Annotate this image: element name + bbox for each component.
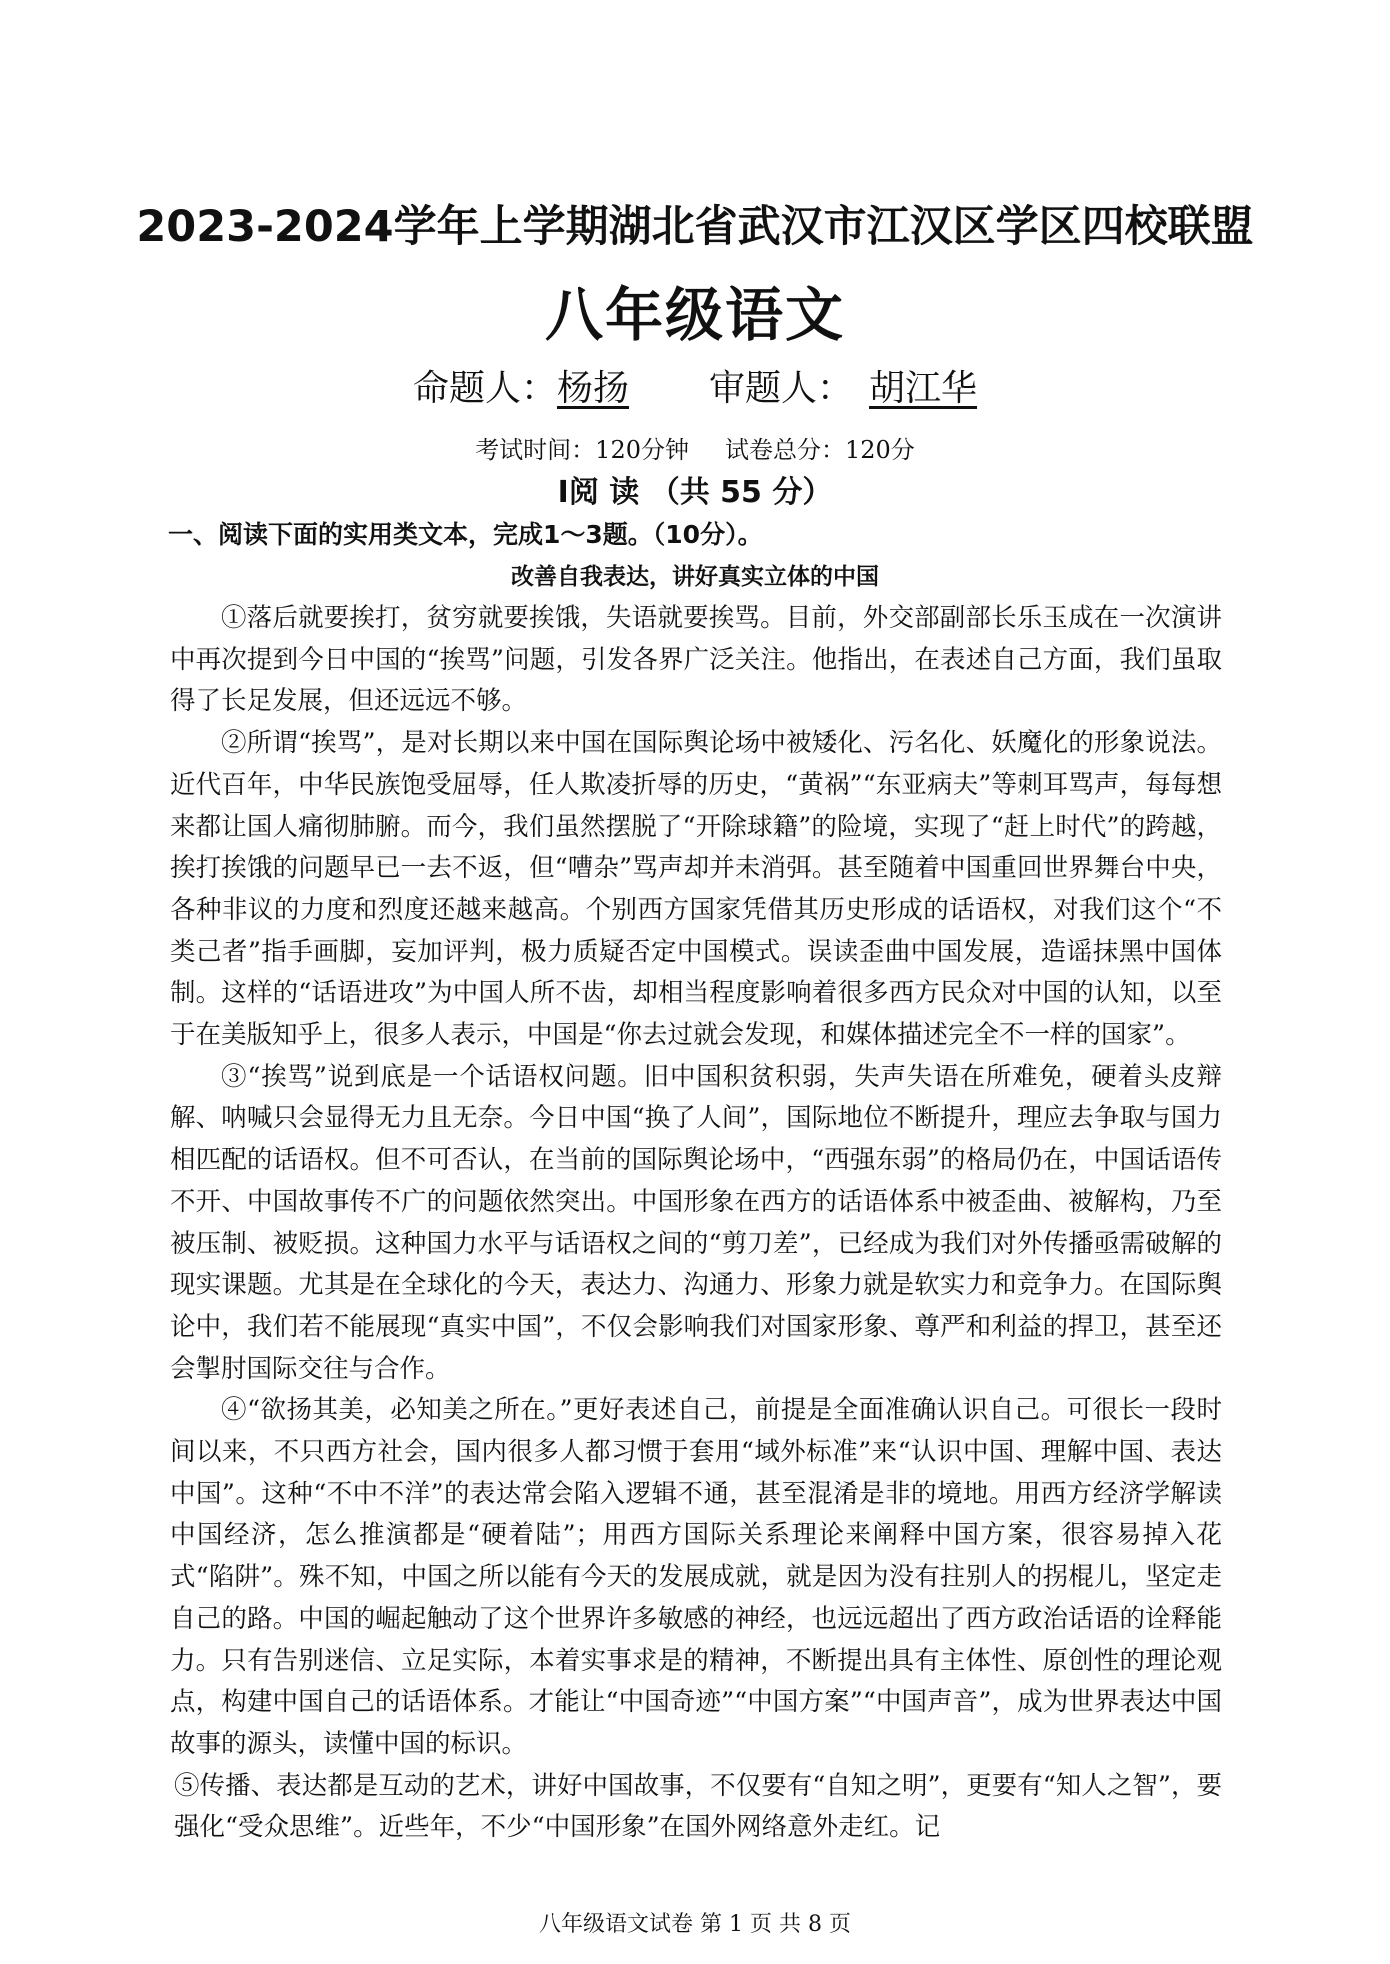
subject-title: 八年级语文 — [544, 281, 845, 349]
paragraph-3: ③“挨骂”说到底是一个话语权问题。旧中国积贫积弱，失声失语在所难免，硬着头皮辩解、呐喊只会显得无力且无奈。今日中国“换了人间”，国际地位不断提升，理应去争取与国力相匹配的话语权。但不可否认，在当前的国际舆论场中，“西强东弱”的格局仍在，中国话语传不开、中国故事传不广的问题依然突出。中国形象在西方的话语体系中被歪曲、被解构，乃至被压制、被贬损。这种国力水平与话语权之间的“剪刀差”，已经成为我们对外传播亟需破解的现实课题。尤其是在全球化的今天，表达力、沟通力、形象力就是软实力和竞争力。在国际舆论中，我们若不能展现“真实中国”，不仅会影响我们对国家形象、尊严和利益的捍卫，甚至还会掣肘国际交往与合作。 — [170, 1061, 1222, 1384]
exam-time: 考试时间：120分钟 — [475, 436, 689, 464]
page-footer: 八年级语文试卷 第 1 页 共 8 页 — [539, 1912, 851, 1937]
reviewer-name: 胡江华 — [869, 368, 978, 409]
exam-title: 2023-2024学年上学期湖北省武汉市江汉区学区四校联盟 — [136, 202, 1254, 252]
article-title: 改善自我表达，讲好真实立体的中国 — [511, 564, 879, 590]
paragraph-2: ②所谓“挨骂”，是对长期以来中国在国际舆论场中被矮化、污名化、妖魔化的形象说法。近代百年，中华民族饱受屈辱，任人欺凌折辱的历史，“黄祸”“东亚病夫”等刺耳骂声，每每想来都让国人痛彻肺腑。而今，我们虽然摆脱了“开除球籍”的险境，实现了“赶上时代”的跨越，挨打挨饿的问题早已一去不返，但“嘈杂”骂声却并未消弭。甚至随着中国重回世界舞台中央，各种非议的力度和烈度还越来越高。个别西方国家凭借其历史形成的话语权，对我们这个“不类己者”指手画脚，妄加评判，极力质疑否定中国模式。误读歪曲中国发展，造谣抹黑中国体制。这样的“话语进攻”为中国人所不齿，却相当程度影响着很多西方民众对中国的认知，以至于在美版知乎上，很多人表示，中国是“你去过就会发现，和媒体描述完全不一样的国家”。 — [170, 728, 1222, 1051]
reviewer-label: 审题人： — [709, 368, 854, 409]
paragraph-5: ⑤传播、表达都是互动的艺术，讲好中国故事，不仅要有“自知之明”，更要有“知人之智”，要强化“受众思维”。近些年，不少“中国形象”在国外网络意外走红。记 — [174, 1770, 1222, 1843]
question-heading: 一、阅读下面的实用类文本，完成1～3题。（10分）。 — [168, 520, 763, 549]
author-name: 杨扬 — [556, 368, 629, 409]
paragraph-1: ①落后就要挨打，贫穷就要挨饿，失语就要挨骂。目前，外交部副部长乐玉成在一次演讲中再次提到今日中国的“挨骂”问题，引发各界广泛关注。他指出，在表述自己方面，我们虽取得了长足发展，但还远远不够。 — [170, 603, 1222, 717]
exam-info — [0, 430, 1390, 465]
authors-line — [0, 360, 1390, 411]
author-label: 命题人： — [412, 368, 557, 409]
section-title: Ⅰ阅 读 （共 55 分） — [557, 475, 833, 510]
paragraph-4: ④“欲扬其美，必知美之所在。”更好表述自己，前提是全面准确认识自己。可很长一段时间以来，不只西方社会，国内很多人都习惯于套用“域外标准”来“认识中国、理解中国、表达中国”。这种“不中不洋”的表达常会陷入逻辑不通，甚至混淆是非的境地。用西方经济学解读中国经济，怎么推演都是“硬着陆”；用西方国际关系理论来阐释中国方案，很容易掉入花式“陷阱”。殊不知，中国之所以能有今天的发展成就，就是因为没有拄别人的拐棍儿，坚定走自己的路。中国的崛起触动了这个世界许多敏感的神经，也远远超出了西方政治话语的诠释能力。只有告别迷信、立足实际，本着实事求是的精神，不断提出具有主体性、原创性的理论观点，构建中国自己的话语体系。才能让“中国奇迹”“中国方案”“中国声音”，成为世界表达中国故事的源头，读懂中国的标识。 — [170, 1395, 1222, 1759]
exam-score: 试卷总分：120分 — [725, 436, 915, 464]
article-body — [170, 598, 1222, 1849]
